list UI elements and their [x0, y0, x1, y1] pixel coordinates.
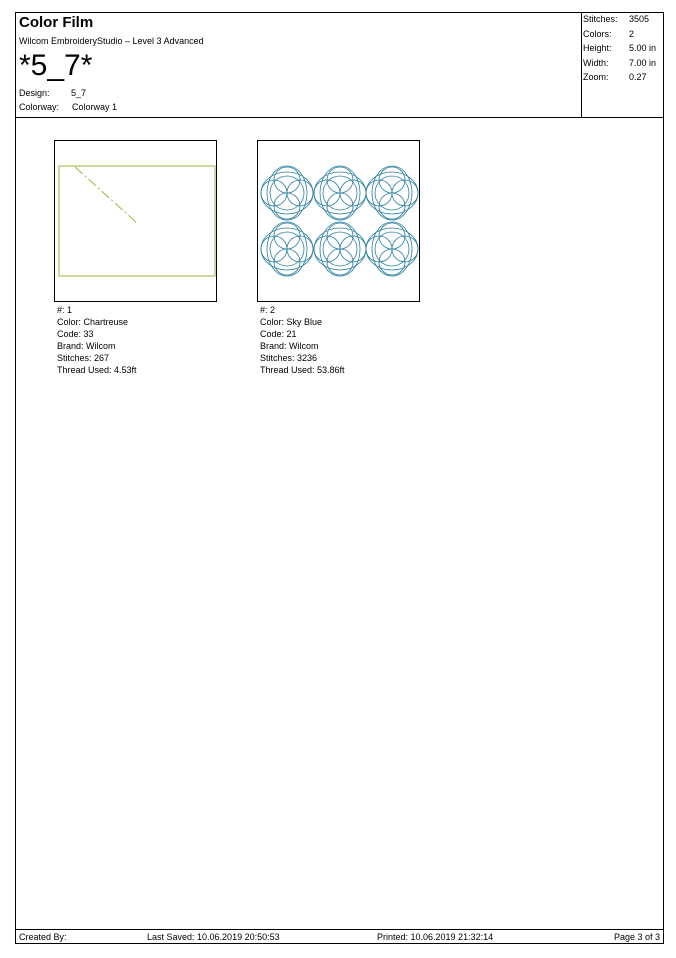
color-name: Color: Sky Blue — [260, 317, 323, 327]
color-1-details — [54, 304, 217, 376]
stat-label: Height: — [583, 43, 612, 53]
stitch-ring — [327, 193, 353, 219]
colorway-row — [19, 102, 117, 112]
colorway-label: Colorway: — [19, 102, 60, 112]
color-1-preview — [54, 140, 217, 302]
report-title: Color Film — [19, 14, 94, 31]
color-number: #: 2 — [260, 305, 276, 315]
color-thread-used: Thread Used: 4.53ft — [57, 365, 137, 375]
design-stats — [583, 14, 663, 87]
stitch-ring — [274, 249, 300, 275]
stitch-ring — [274, 193, 300, 219]
printed-date: Printed: 10.06.2019 21:32:14 — [377, 932, 494, 942]
stitch-ring — [340, 180, 366, 206]
design-label: Design: — [19, 88, 50, 98]
last-saved: Last Saved: 10.06.2019 20:50:53 — [147, 932, 280, 942]
software-name: Wilcom EmbroideryStudio – Level 3 Advanced — [19, 36, 204, 46]
colorway-value: Colorway 1 — [72, 102, 118, 112]
report-footer — [16, 929, 663, 944]
stitch-ring — [314, 180, 340, 206]
page-number: Page 3 of 3 — [613, 932, 660, 942]
design-value: 5_7 — [71, 88, 87, 98]
created-by: Created By: — [19, 932, 67, 942]
stitch-ring — [366, 180, 392, 206]
stitch-ring — [392, 180, 418, 206]
stitch-ring — [314, 236, 340, 262]
header-info — [16, 13, 582, 117]
stitch-ring — [274, 167, 300, 193]
stitch-ring — [261, 180, 287, 206]
color-stitches: Stitches: 267 — [57, 353, 110, 363]
stat-label: Stitches: — [583, 14, 618, 24]
color-code: Code: 21 — [260, 329, 297, 339]
stitch-ring — [366, 236, 392, 262]
stat-stitches — [583, 14, 663, 29]
stat-value: 7.00 in — [629, 57, 657, 68]
stitch-ring — [261, 236, 287, 262]
color-name: Color: Chartreuse — [57, 317, 129, 327]
report-header — [16, 13, 663, 118]
stitch-ring — [379, 249, 405, 275]
stat-label: Zoom: — [583, 72, 609, 82]
stat-colors — [583, 29, 663, 44]
design-name: *5_7* — [19, 49, 93, 82]
color-stitches: Stitches: 3236 — [260, 353, 318, 363]
stat-label: Colors: — [583, 28, 612, 39]
color-code: Code: 33 — [57, 329, 94, 339]
color-2-preview — [257, 140, 420, 302]
color-thread-used: Thread Used: 53.86ft — [260, 365, 345, 375]
color-block-2 — [257, 140, 420, 376]
stat-width — [583, 58, 663, 73]
stitch-ring — [327, 249, 353, 275]
color-2-details — [257, 304, 420, 376]
stat-height — [583, 43, 663, 58]
stitch-ring — [287, 236, 313, 262]
stat-value: 3505 — [629, 14, 650, 24]
stat-zoom — [583, 72, 663, 87]
circle-pattern-stitches — [261, 166, 418, 276]
color-number: #: 1 — [57, 305, 73, 315]
stitch-ring — [327, 223, 353, 249]
border-stitch-outline — [59, 166, 215, 276]
stitch-ring — [274, 223, 300, 249]
stitch-ring — [340, 236, 366, 262]
stitch-ring — [327, 167, 353, 193]
stitch-ring — [392, 236, 418, 262]
stitch-ring — [287, 180, 313, 206]
stat-value: 5.00 in — [629, 43, 657, 53]
stat-value: 0.27 — [629, 72, 647, 82]
color-block-1 — [54, 140, 217, 376]
stitch-ring — [379, 223, 405, 249]
running-stitch-line — [75, 167, 137, 223]
color-brand: Brand: Wilcom — [260, 341, 319, 351]
stat-label: Width: — [583, 57, 609, 68]
stitch-ring — [379, 193, 405, 219]
design-row — [19, 88, 86, 98]
stat-value: 2 — [629, 28, 635, 39]
report-frame — [15, 12, 664, 944]
stitch-ring — [379, 167, 405, 193]
color-brand: Brand: Wilcom — [57, 341, 116, 351]
